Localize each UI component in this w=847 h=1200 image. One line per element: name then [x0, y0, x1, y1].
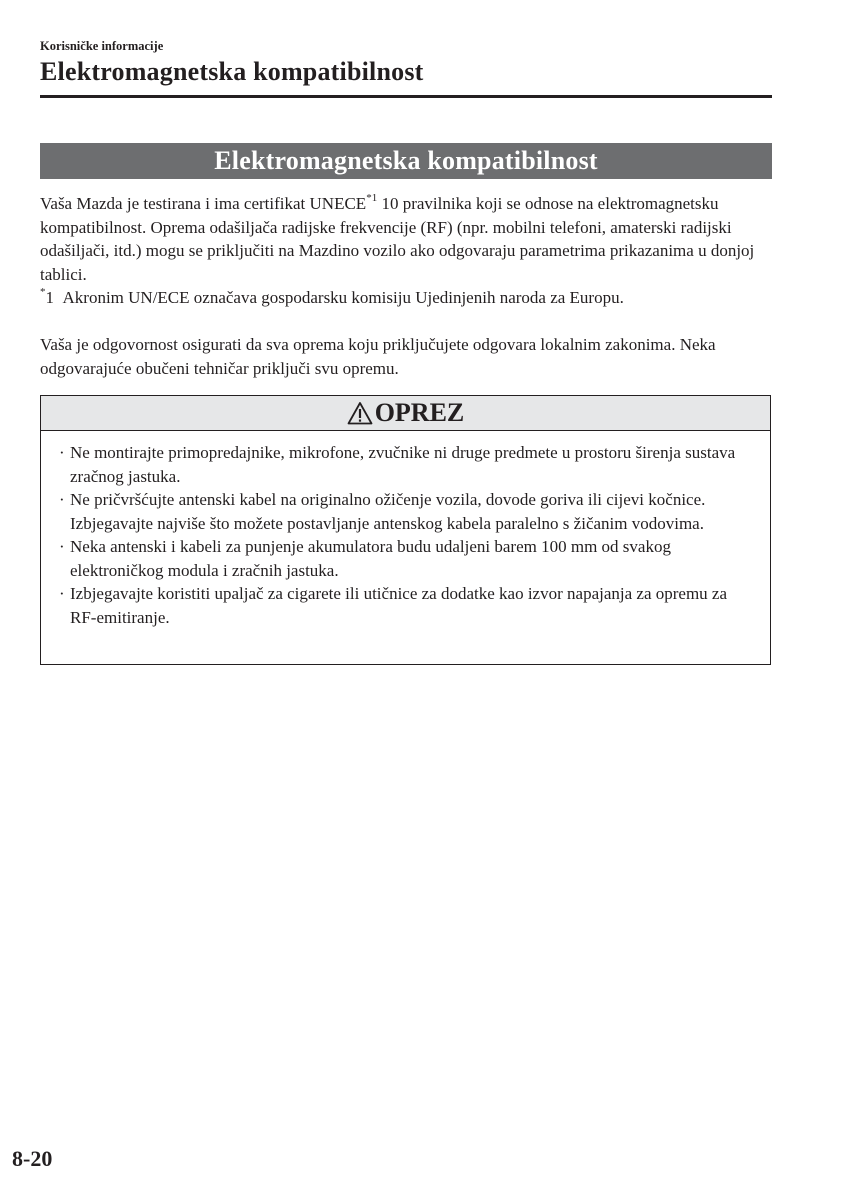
bullet: ·	[59, 490, 65, 509]
intro-text-start: Vaša Mazda je testirana i ima certifikat UNECE	[40, 194, 367, 213]
bullet: ·	[59, 584, 65, 603]
caution-item-text: Ne montirajte primopredajnike, mikrofone, zvučnike ni druge predmete u prostoru širenja sustava zračnog jastuka.	[70, 443, 736, 486]
caution-item-text: Ne pričvršćujte antenski kabel na originalno ožičenje vozila, dovode goriva ili cijevi kočnice. Izbjegavajte najviše što možete postavljanje antenskog kabela paralelno s žičanim vodovima.	[70, 490, 706, 533]
responsibility-paragraph: Vaša je odgovornost osigurati da sva oprema koju priključujete odgovara lokalnim zakonima. Neka odgovarajuće obučeni tehničar priključi svu opremu.	[40, 335, 716, 378]
caution-box	[40, 395, 771, 665]
running-header	[40, 38, 772, 88]
footnote-text: Akronim UN/ECE označava gospodarsku komisiju Ujedinjenih naroda za Europu.	[62, 288, 624, 307]
topic-title-banner: Elektromagnetska kompatibilnost	[40, 143, 772, 179]
caution-list	[41, 431, 770, 629]
caution-item	[59, 488, 750, 535]
bullet: ·	[59, 537, 65, 556]
caution-title: OPREZ	[374, 398, 465, 427]
warning-triangle-icon	[347, 401, 373, 425]
caution-item-text: Izbjegavajte koristiti upaljač za cigarete ili utičnice za dodatke kao izvor napajanja za opremu za RF-emitiranje.	[70, 584, 728, 627]
caution-item	[59, 535, 750, 582]
bullet: ·	[59, 443, 65, 462]
intro-paragraph	[40, 192, 775, 286]
footnote-number: 1	[45, 288, 54, 307]
header-divider	[40, 95, 772, 98]
caution-header	[41, 396, 770, 431]
caution-item-text: Neka antenski i kabeli za punjenje akumulatora budu udaljeni barem 100 mm od svakog elektroničkog modula i zračnih jastuka.	[70, 537, 671, 580]
footnote-reference: *1	[366, 192, 378, 205]
footnote-mark: *	[40, 286, 46, 299]
footnote	[40, 286, 775, 310]
intro-text-end: 10 pravilnika koji se odnose na elektromagnetsku kompatibilnost. Oprema odašiljača radijske frekvencije (RF) (npr. mobilni telefoni, amaterski radijski odašiljači, itd.) mogu se priključiti na Mazdino vozilo ako odgovaraju parametrima prikazanima u donjoj tablici.	[40, 194, 755, 284]
page-number: 8-20	[12, 1146, 53, 1171]
caution-item	[59, 582, 750, 629]
section-label: Korisničke informacije	[40, 39, 164, 53]
caution-item	[59, 441, 750, 488]
section-title: Elektromagnetska kompatibilnost	[40, 57, 424, 86]
